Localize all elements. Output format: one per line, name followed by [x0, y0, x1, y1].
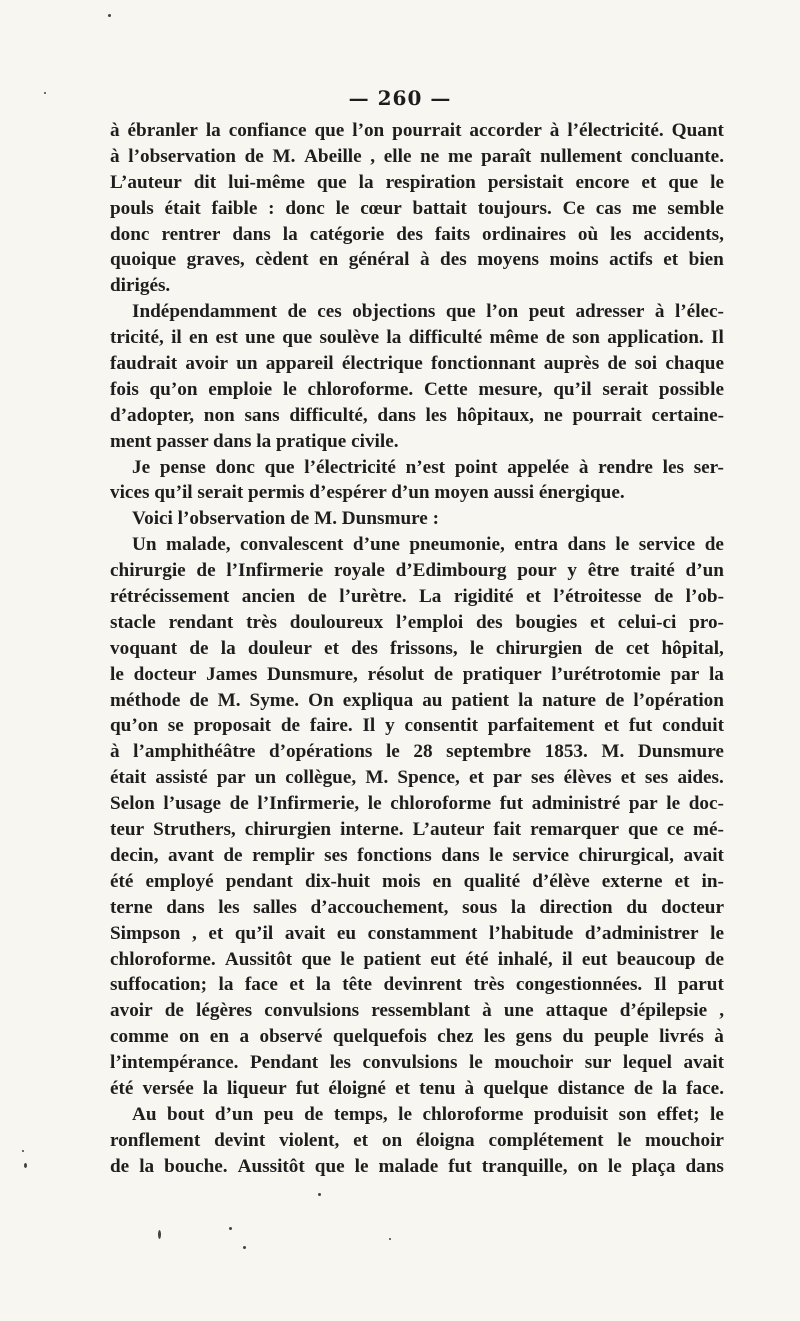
text-line: avoir de légères convulsions ressemblant à une attaque d’épilepsie , [110, 1000, 724, 1022]
text-line: tricité, il en est une que soulève la difficulté même de son application. Il [110, 327, 724, 349]
ink-speck [243, 1246, 246, 1249]
text-line: était assisté par un collègue, M. Spence, et par ses élèves et ses aides. [110, 767, 724, 789]
text-line: quoique graves, cèdent en général à des moyens moins actifs et bien [110, 249, 724, 271]
text-line: fois qu’on emploie le chloroforme. Cette mesure, qu’il serait possible [110, 378, 724, 400]
text-line: Simpson , et qu’il avait eu constamment l’habitude d’administrer le [110, 922, 724, 944]
text-line: qu’on se proposait de faire. Il y consentit parfaitement et fut conduit [110, 715, 724, 737]
ink-speck [24, 1163, 27, 1168]
text-line: teur Struthers, chirurgien interne. L’auteur fait remarquer que ce mé- [110, 819, 724, 841]
text-line: d’adopter, non sans difficulté, dans les hôpitaux, ne pourrait certaine- [110, 404, 724, 426]
text-line: comme on en a observé quelquefois chez les gens du peuple livrés à [110, 1026, 724, 1048]
text-line: Selon l’usage de l’Infirmerie, le chloroforme fut administré par le doc- [110, 793, 724, 815]
ink-speck [108, 14, 111, 17]
text-line: Au bout d’un peu de temps, le chloroforme produisit son effet; le [132, 1103, 724, 1125]
text-line: été versée la liqueur fut éloigné et tenu à quelque distance de la face. [110, 1077, 724, 1099]
text-line: voquant de la douleur et des frissons, le chirurgien de cet hôpital, [110, 637, 724, 659]
text-line: Je pense donc que l’électricité n’est point appelée à rendre les ser- [132, 456, 724, 478]
ink-speck [318, 1193, 321, 1196]
text-line: suffocation; la face et la tête devinrent très congestionnées. Il parut [110, 974, 724, 996]
text-line: à l’amphithéâtre d’opérations le 28 septembre 1853. M. Dunsmure [110, 741, 724, 763]
ink-speck [44, 92, 46, 94]
text-line: le docteur James Dunsmure, résolut de pratiquer l’urétrotomie par la [110, 663, 724, 685]
text-line: terne dans les salles d’accouchement, sous la direction du docteur [110, 896, 724, 918]
text-line: rétrécissement ancien de l’urètre. La rigidité et l’étroitesse de l’ob- [110, 586, 724, 608]
text-line: Indépendamment de ces objections que l’on peut adresser à l’élec- [132, 301, 724, 323]
text-line: stacle rendant très douloureux l’emploi des bougies et celui-ci pro- [110, 611, 724, 633]
text-line: chirurgie de l’Infirmerie royale d’Edimbourg pour y être traité d’un [110, 560, 724, 582]
text-line: faudrait avoir un appareil électrique fonctionnant auprès de soi chaque [110, 353, 724, 375]
text-line: dirigés. [110, 275, 171, 297]
text-line: pouls était faible : donc le cœur battait toujours. Ce cas me semble [110, 197, 724, 219]
text-line: méthode de M. Syme. On expliqua au patient la nature de l’opération [110, 689, 724, 711]
ink-speck [389, 1238, 391, 1240]
text-line: chloroforme. Aussitôt que le patient eut été inhalé, il eut beaucoup de [110, 948, 724, 970]
body-text [110, 118, 724, 1180]
text-line: donc rentrer dans la catégorie des faits ordinaires où les accidents, [110, 223, 724, 245]
text-line: L’auteur dit lui-même que la respiration persistait encore et que le [110, 171, 724, 193]
page-number: — 260 — [348, 86, 452, 110]
text-line: de la bouche. Aussitôt que le malade fut tranquille, on le plaça dans [110, 1155, 724, 1177]
text-line: decin, avant de remplir ses fonctions dans le service chirurgical, avait [110, 844, 724, 866]
text-line: Un malade, convalescent d’une pneumonie, entra dans le service de [132, 534, 724, 556]
text-line: Voici l’observation de M. Dunsmure : [132, 508, 439, 530]
ink-speck [158, 1230, 161, 1239]
text-line: ronflement devint violent, et on éloigna complétement le mouchoir [110, 1129, 724, 1151]
text-line: vices qu’il serait permis d’espérer d’un moyen aussi énergique. [110, 482, 625, 504]
ink-speck [229, 1227, 232, 1230]
text-line: l’intempérance. Pendant les convulsions le mouchoir sur lequel avait [110, 1052, 724, 1074]
text-line: à ébranler la confiance que l’on pourrait accorder à l’électricité. Quant [110, 120, 724, 141]
text-line: à l’observation de M. Abeille , elle ne me paraît nullement concluante. [110, 145, 724, 167]
text-line: été employé pendant dix-huit mois en qualité d’élève externe et in- [110, 870, 724, 892]
text-line: ment passer dans la pratique civile. [110, 430, 399, 452]
ink-speck [22, 1150, 24, 1152]
